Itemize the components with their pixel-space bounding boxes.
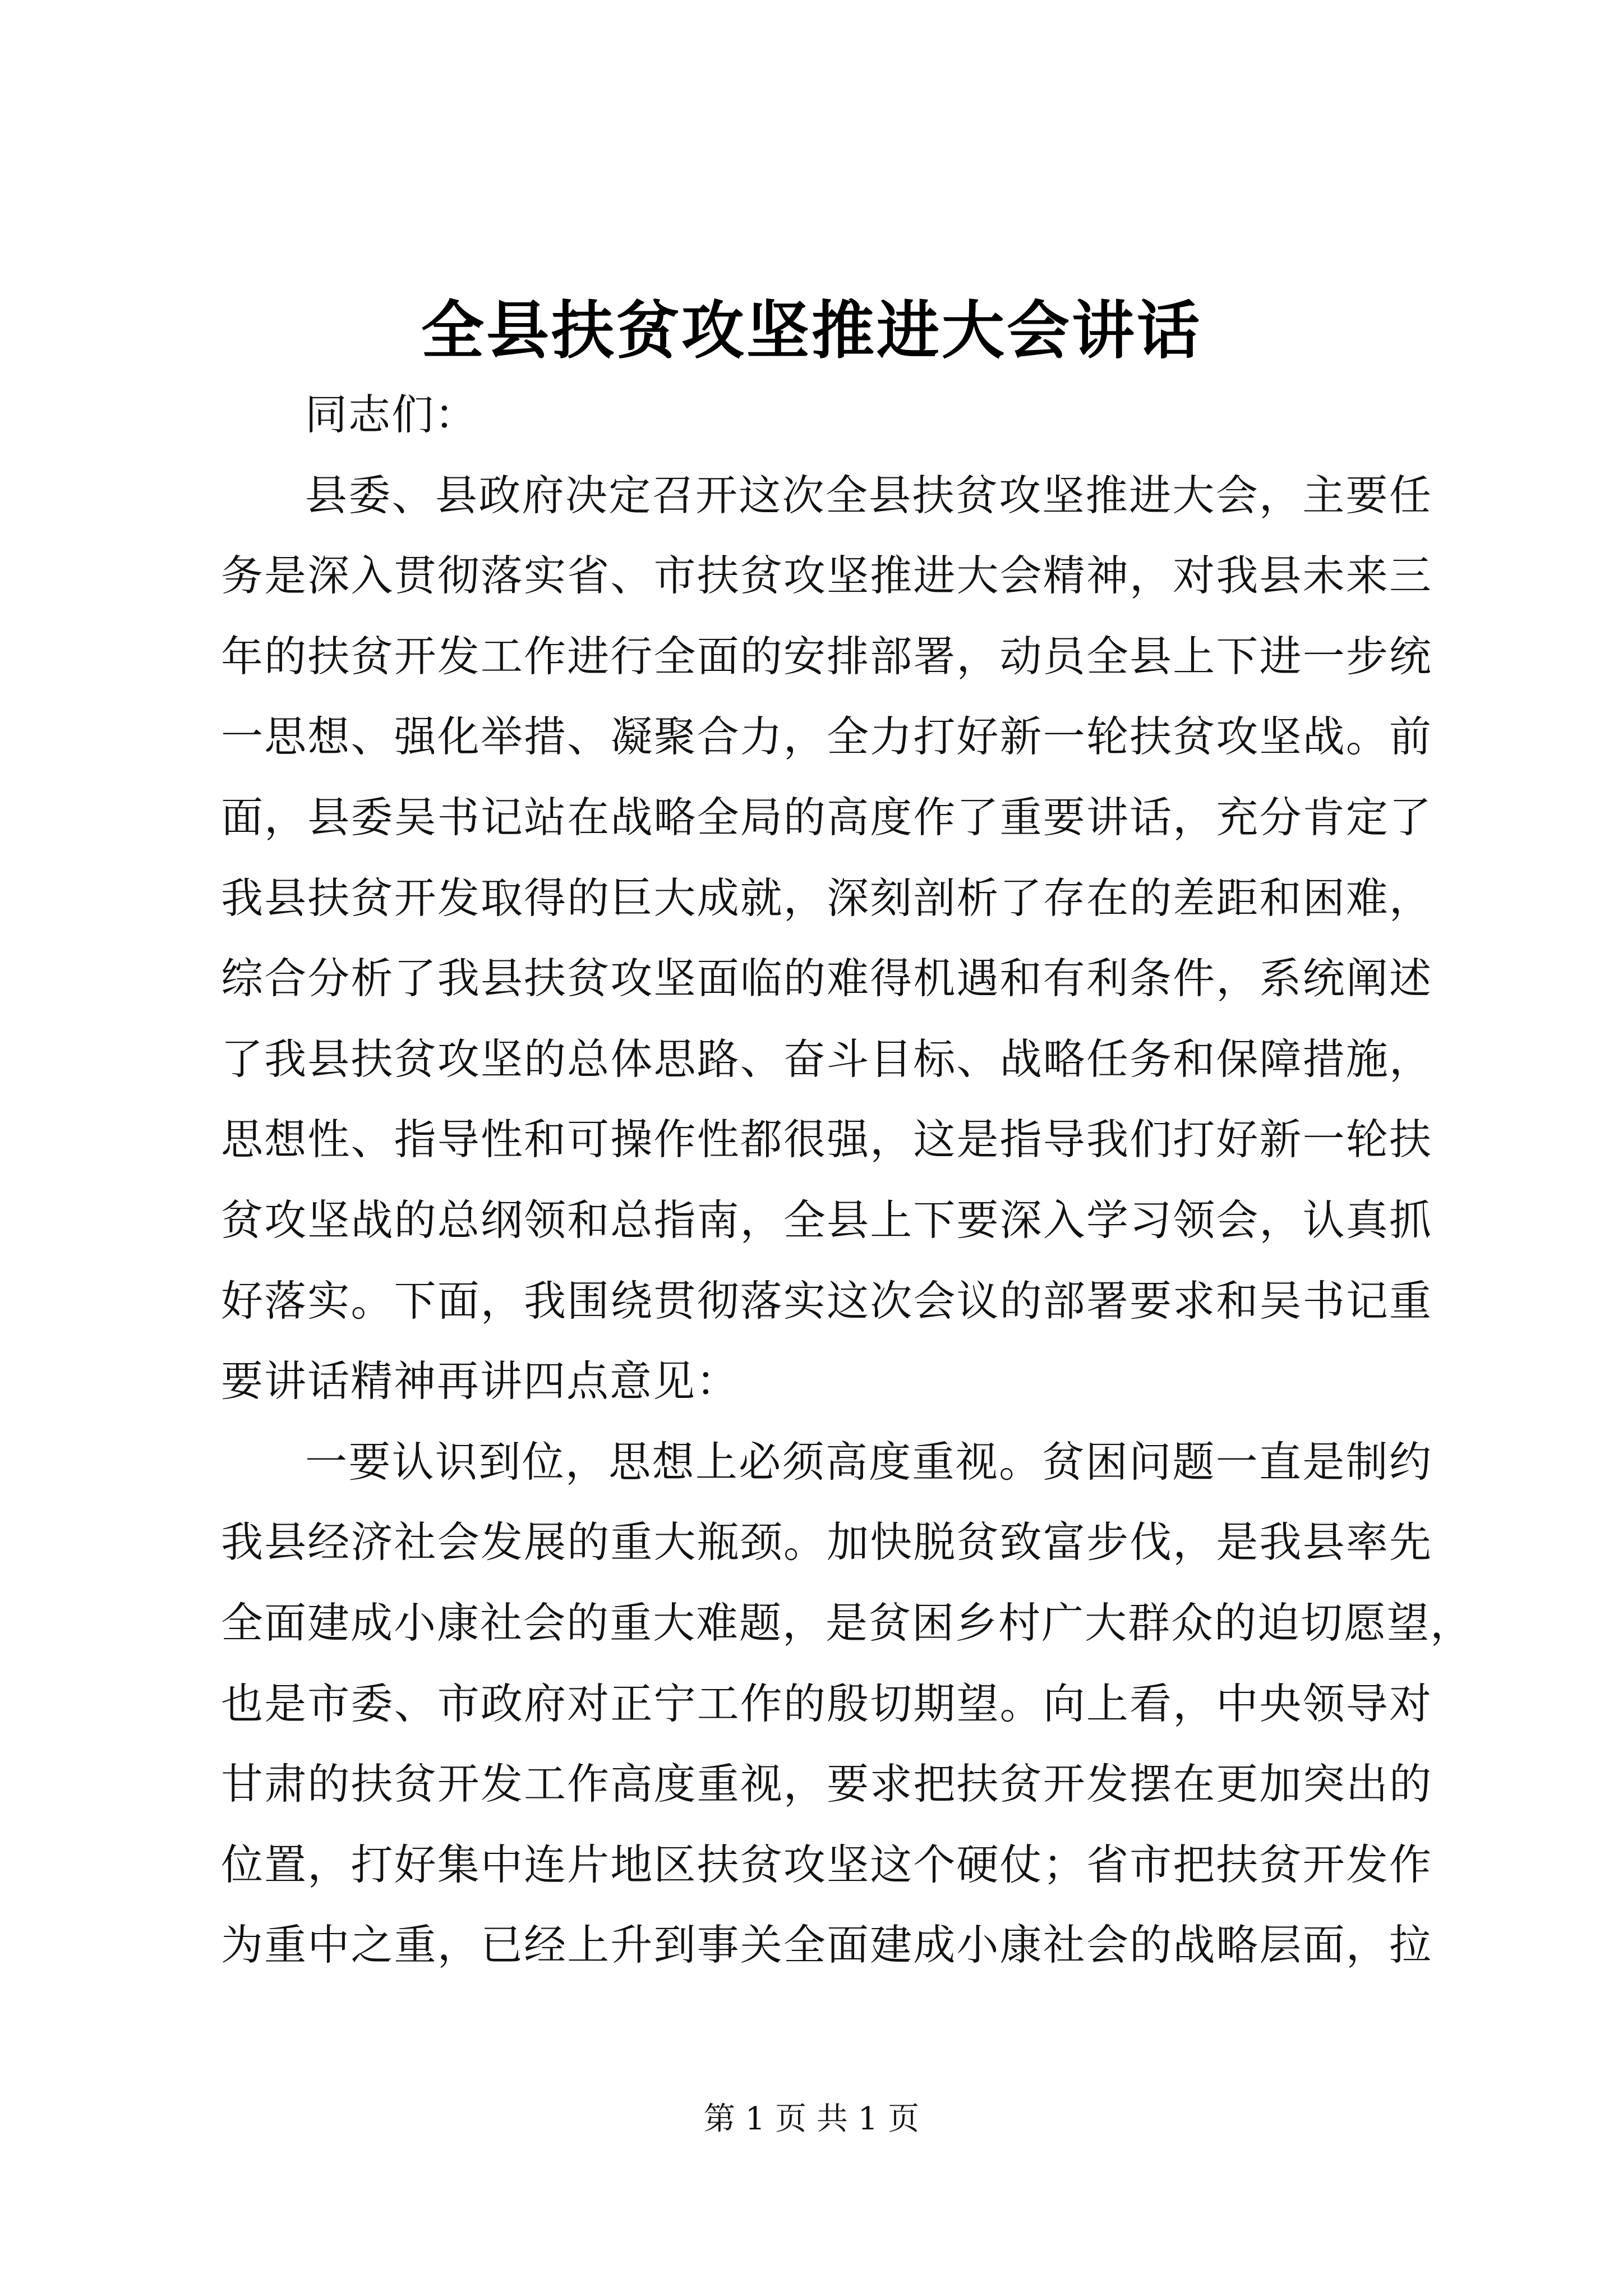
paragraph-line: 我县扶贫开发取得的巨大成就，深刻剖析了存在的差距和困难， (221, 873, 1432, 923)
paragraph-line: 年的扶贫开发工作进行全面的安排部署，动员全县上下进一步统 (221, 631, 1432, 681)
paragraph-line: 甘肃的扶贫开发工作高度重视，要求把扶贫开发摆在更加突出的 (221, 1759, 1432, 1809)
page-number-footer: 第 1 页 共 1 页 (703, 2101, 920, 2137)
paragraph-line: 思想性、指导性和可操作性都很强，这是指导我们打好新一轮扶 (221, 1115, 1432, 1165)
document-title: 全县扶贫攻坚推进大会讲话 (421, 295, 1202, 367)
paragraph-line: 一要认识到位，思想上必须高度重视。贫困问题一直是制约 (305, 1437, 1432, 1487)
paragraph-line: 面，县委吴书记站在战略全局的高度作了重要讲话，充分肯定了 (221, 792, 1432, 842)
paragraph-line: 我县经济社会发展的重大瓶颈。加快脱贫致富步伐，是我县率先 (221, 1517, 1432, 1567)
paragraph-line: 了我县扶贫攻坚的总体思路、奋斗目标、战略任务和保障措施， (221, 1034, 1432, 1084)
paragraph-line: 县委、县政府决定召开这次全县扶贫攻坚推进大会，主要任 (305, 470, 1432, 520)
document-body (221, 375, 1474, 1986)
paragraph-line: 一思想、强化举措、凝聚合力，全力打好新一轮扶贫攻坚战。前 (221, 712, 1432, 762)
paragraph-line: 综合分析了我县扶贫攻坚面临的难得机遇和有利条件，系统阐述 (221, 954, 1432, 1004)
paragraph-line: 贫攻坚战的总纲领和总指南，全县上下要深入学习领会，认真抓 (221, 1195, 1432, 1245)
paragraph-line: 务是深入贯彻落实省、市扶贫攻坚推进大会精神，对我县未来三 (221, 551, 1432, 601)
paragraph-line: 好落实。下面，我围绕贯彻落实这次会议的部署要求和吴书记重 (221, 1276, 1432, 1326)
paragraph-line: 要讲话精神再讲四点意见： (221, 1356, 740, 1406)
salutation-line: 同志们： (305, 390, 478, 439)
paragraph-line: 位置，打好集中连片地区扶贫攻坚这个硬仗；省市把扶贫开发作 (221, 1839, 1432, 1889)
paragraph-line: 全面建成小康社会的重大难题，是贫困乡村广大群众的迫切愿望， (221, 1598, 1474, 1648)
paragraph-line: 为重中之重，已经上升到事关全面建成小康社会的战略层面，拉 (221, 1920, 1432, 1970)
paragraph-line: 也是市委、市政府对正宁工作的殷切期望。向上看，中央领导对 (221, 1678, 1432, 1728)
